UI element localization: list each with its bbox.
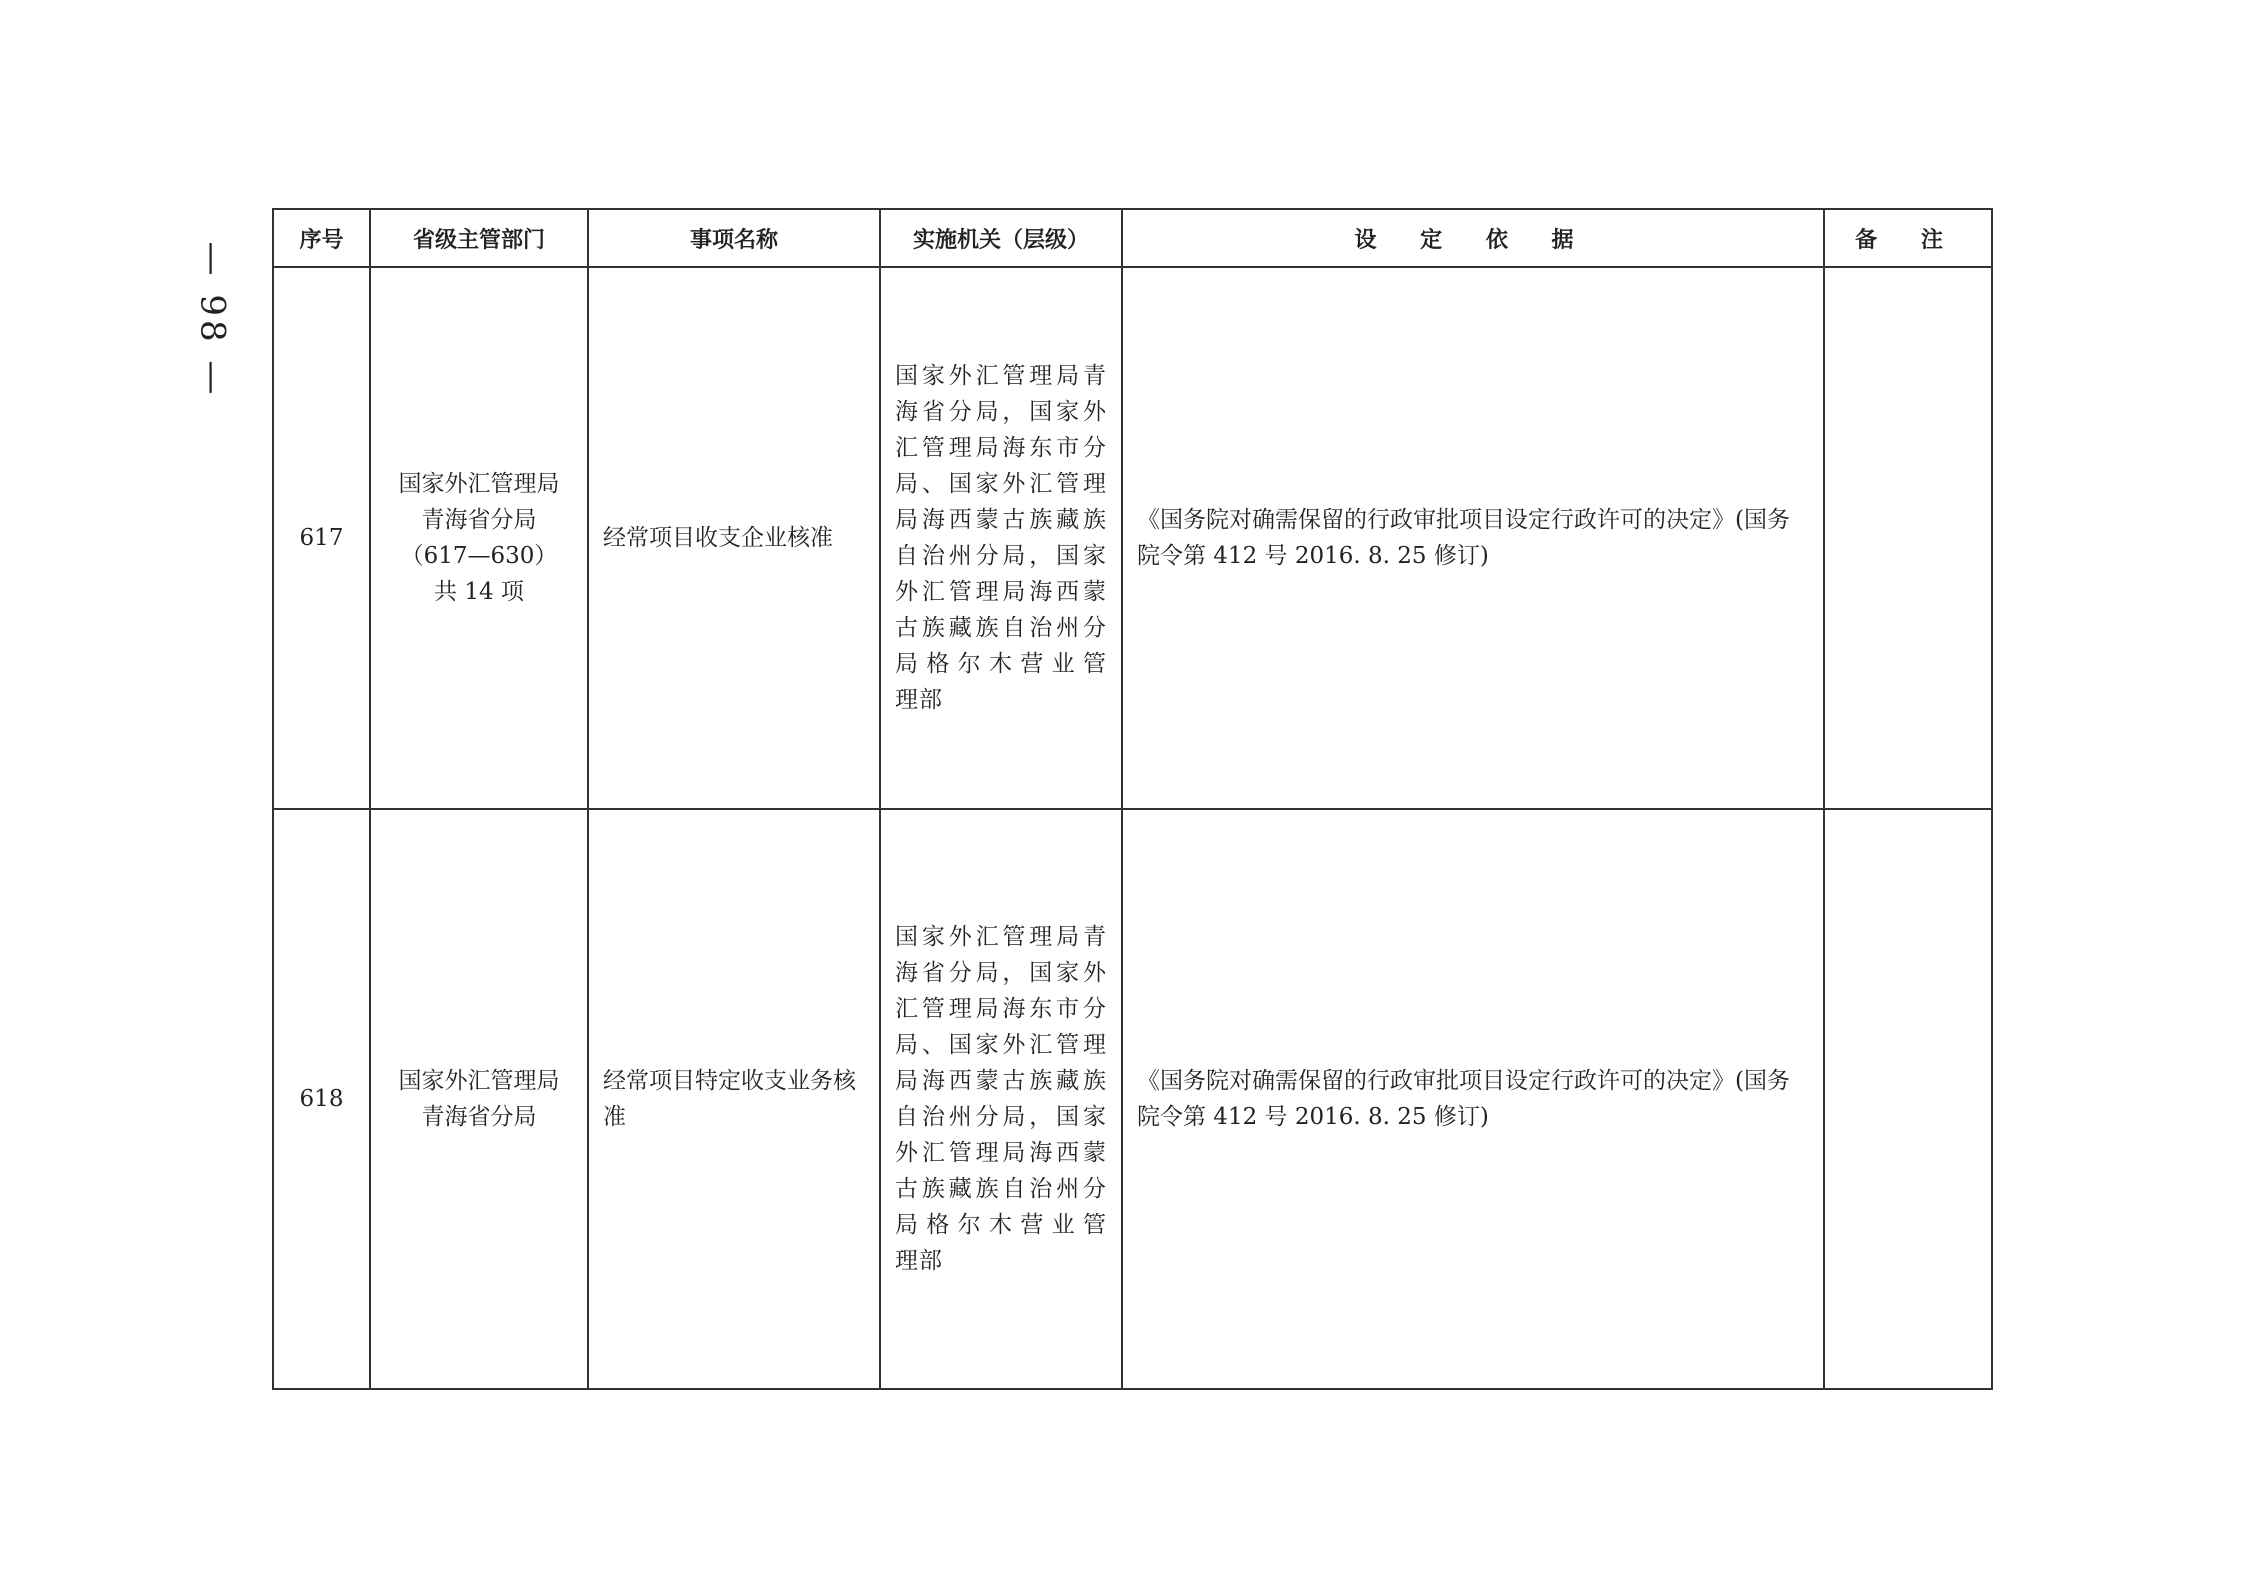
header-agency: 实施机关（层级） bbox=[880, 209, 1122, 267]
agency-line: 古族藏族自治州分 bbox=[895, 615, 1107, 641]
dept-line: 青海省分局 bbox=[421, 507, 537, 533]
agency-line: 理部 bbox=[895, 1248, 943, 1274]
header-item: 事项名称 bbox=[588, 209, 880, 267]
cell-dept bbox=[370, 809, 588, 1389]
dept-line: 共 14 项 bbox=[434, 579, 524, 605]
agency-line: 局格尔木营业管 bbox=[895, 651, 1107, 677]
agency-line: 海省分局，国家外 bbox=[895, 960, 1107, 986]
agency-line: 自治州分局，国家 bbox=[895, 1104, 1107, 1130]
agency-line: 古族藏族自治州分 bbox=[895, 1176, 1107, 1202]
cell-item: 经常项目特定收支业务核准 bbox=[588, 809, 880, 1389]
agency-line: 汇管理局海东市分 bbox=[895, 996, 1107, 1022]
agency-line: 国家外汇管理局青 bbox=[895, 924, 1107, 950]
dept-line: 国家外汇管理局 bbox=[398, 471, 560, 497]
cell-agency bbox=[880, 809, 1122, 1389]
cell-remark bbox=[1824, 809, 1992, 1389]
agency-line: 外汇管理局海西蒙 bbox=[895, 579, 1107, 605]
cell-remark bbox=[1824, 267, 1992, 809]
table-header-row bbox=[273, 209, 1992, 267]
agency-line: 局、国家外汇管理 bbox=[895, 1032, 1107, 1058]
cell-basis: 《国务院对确需保留的行政审批项目设定行政许可的决定》(国务院令第 412 号 2016. 8. 25 修订) bbox=[1122, 267, 1824, 809]
agency-line: 局、国家外汇管理 bbox=[895, 471, 1107, 497]
page-number-text: — 98 — bbox=[192, 241, 233, 399]
approval-items-table bbox=[272, 208, 1993, 1390]
dept-line: 国家外汇管理局 bbox=[398, 1068, 560, 1094]
agency-line: 海省分局，国家外 bbox=[895, 399, 1107, 425]
cell-agency bbox=[880, 267, 1122, 809]
page-number bbox=[182, 240, 242, 400]
cell-item: 经常项目收支企业核准 bbox=[588, 267, 880, 809]
cell-seq: 618 bbox=[273, 809, 370, 1389]
dept-line: （617—630） bbox=[400, 543, 558, 569]
header-remark: 备 注 bbox=[1824, 209, 1992, 267]
agency-line: 局海西蒙古族藏族 bbox=[895, 1068, 1107, 1094]
agency-line: 国家外汇管理局青 bbox=[895, 363, 1107, 389]
cell-basis: 《国务院对确需保留的行政审批项目设定行政许可的决定》(国务院令第 412 号 2016. 8. 25 修订) bbox=[1122, 809, 1824, 1389]
dept-line: 青海省分局 bbox=[421, 1104, 537, 1130]
cell-dept bbox=[370, 267, 588, 809]
header-seq: 序号 bbox=[273, 209, 370, 267]
table-row bbox=[273, 809, 1992, 1389]
agency-line: 外汇管理局海西蒙 bbox=[895, 1140, 1107, 1166]
agency-line: 理部 bbox=[895, 687, 943, 713]
agency-line: 自治州分局，国家 bbox=[895, 543, 1107, 569]
cell-seq: 617 bbox=[273, 267, 370, 809]
header-basis: 设 定 依 据 bbox=[1122, 209, 1824, 267]
agency-line: 汇管理局海东市分 bbox=[895, 435, 1107, 461]
table-row bbox=[273, 267, 1992, 809]
agency-line: 局格尔木营业管 bbox=[895, 1212, 1107, 1238]
agency-line: 局海西蒙古族藏族 bbox=[895, 507, 1107, 533]
header-dept: 省级主管部门 bbox=[370, 209, 588, 267]
